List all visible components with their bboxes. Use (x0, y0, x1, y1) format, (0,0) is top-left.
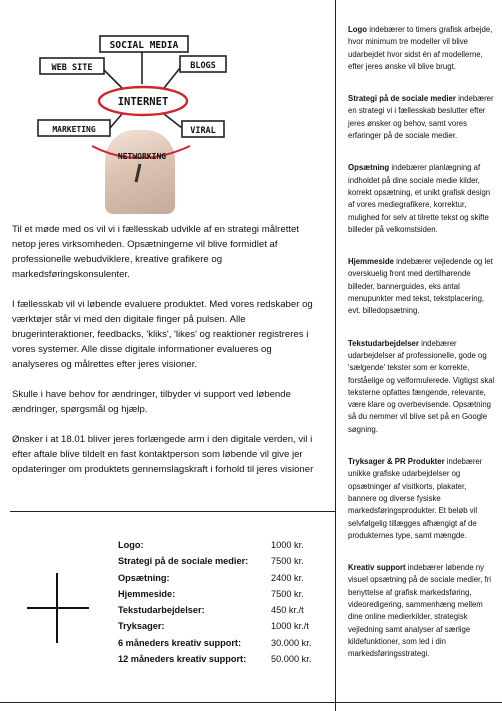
service-item (348, 24, 496, 73)
label-networking: NETWORKING (117, 152, 167, 161)
price-row (118, 605, 328, 621)
label-web-site: WEB SITE (51, 63, 93, 73)
service-text: indebærer to timers grafisk arbejde, hvor minimum tre modeller vil blive udarbejdet hvor sidst én af modellerne, efter jeres ønske vil blive brugt. (348, 25, 493, 71)
price-label: 6 måneders kreativ support: (118, 637, 242, 648)
paragraph: Ønsker i at 18.01 bliver jeres forlængede arm i den digitale verden, vil i efter aftale blive tildelt en fast kontaktperson som løbende vil give jer opdateringer om produktets gennemslagskraft i forhold til jeres visioner (12, 434, 314, 475)
price-row (118, 621, 328, 637)
service-text: indebærer udarbejdelser af professionelle, gode og 'sælgende' tekster som er korrekte, forståelige og velformulerede. Vigtigst skal teksterne opfattes fængende, relevante, være klare og overbevisende. Opsætning så du nemmer vil blive set på en Google søgning. (348, 338, 495, 434)
bottom-divider (0, 702, 502, 703)
service-item (348, 562, 496, 660)
service-text: indebærer løbende ny visuel opsætning på de sociale medier, fri benyttelse af grafisk markedsføring, videoredigering, sammenhæng mellem dine online medierkilder, strategisk vejledning samt analyser af særlige kildefunktioner, som led i din markedsføringsstrategi. (348, 563, 492, 659)
price-label: Opsætning: (118, 572, 170, 583)
service-descriptions (348, 24, 496, 680)
price-value: 1000 kr. (271, 540, 304, 550)
service-term: Opsætning (348, 163, 390, 173)
service-item (348, 93, 496, 142)
price-value: 30.000 kr. (271, 637, 312, 648)
service-item (348, 456, 496, 542)
price-value: 50.000 kr. (271, 654, 312, 665)
service-text: indebærer planlægning af indholdet på dine sociale medie kilder, korrekt opsætning, et unikt grafisk design af vores mediegrafikere, korrektur, mulighed for selv at tilrette tekst og skifte billeder på velkomstsiden. (348, 163, 491, 234)
cross-mark-horizontal (27, 607, 89, 609)
service-text: indebærer unikke grafiske udarbejdelser og opsætninger af visitkorts, plakater, bannere og diverse fysiske markedsføringsprodukter. Et beløb vil selvfølgelig tillægges afhængigt af de produkternes type, samt mængde. (348, 457, 483, 540)
service-text: indebærer en strategi vi i fællesskab beslutter efter jeres ønsker og behov, samt vores erfaringer på de sociale medier. (348, 94, 494, 141)
price-label: Tekstudarbejdelser: (118, 605, 205, 616)
service-term: Strategi på de sociale medier (348, 94, 456, 104)
price-label: Tryksager: (118, 621, 165, 632)
price-row (118, 654, 328, 670)
price-value: 1000 kr./t (271, 621, 309, 632)
price-row (118, 638, 328, 654)
price-label: Hjemmeside: (118, 588, 176, 599)
service-term: Tekstudarbejdelser (348, 338, 419, 348)
diagram-svg (30, 22, 240, 214)
price-list (118, 540, 328, 670)
paragraph: I fællesskab vil vi løbende evaluere produktet. Med vores redskaber og værktøjer står vi med den digitale finger på pulsen. Alle brugerinteraktioner, feedbacks, 'kliks', 'likes' og reaktioner registreres i vores systemer. Alle disse digitale informationer evalueres og analyseres og målrettes efter jeres visioner. (12, 299, 313, 370)
price-label: Logo: (118, 540, 144, 550)
label-marketing: MARKETING (52, 125, 96, 134)
price-row (118, 556, 328, 572)
service-term: Tryksager & PR Produkter (348, 457, 445, 467)
price-value: 2400 kr. (271, 572, 304, 583)
paragraph: Til et møde med os vil vi i fællesskab udvikle af en strategi målrettet netop jeres virksomheden. Opsætningerne vil blive formidlet af professionelle webudviklere, kreative grafikere og markedsføringskonsulenter. (12, 224, 300, 280)
column-divider (335, 0, 336, 711)
price-value: 450 kr./t (271, 605, 304, 616)
price-label: Strategi på de sociale medier: (118, 556, 249, 567)
label-blogs: BLOGS (190, 61, 216, 71)
main-text (12, 222, 316, 492)
price-label: 12 måneders kreativ support: (118, 654, 247, 665)
label-social-media: SOCIAL MEDIA (109, 40, 179, 51)
price-row (118, 589, 328, 605)
service-term: Hjemmeside (348, 257, 394, 267)
marker-pen (136, 164, 140, 182)
label-viral: VIRAL (190, 126, 216, 136)
service-item (348, 338, 496, 436)
paragraph: Skulle i have behov for ændringer, tilbyder vi support ved løbende ændringer, spørgsmål og hjælp. (12, 389, 291, 415)
section-divider (10, 511, 336, 512)
price-value: 7500 kr. (271, 556, 304, 567)
service-item (348, 162, 496, 236)
price-value: 7500 kr. (271, 588, 304, 599)
service-item (348, 256, 496, 317)
service-text: indebærer vejledende og let overskuelig front med dertilhørende billeder, bannerguides, eks antal menupunkter med tekst, tekstplacering, evt. billedopsætning. (348, 257, 493, 316)
price-row (118, 573, 328, 589)
service-term: Logo (348, 25, 368, 34)
internet-diagram-illustration (30, 22, 240, 214)
service-term: Kreativ support (348, 563, 406, 573)
label-internet: INTERNET (117, 96, 169, 108)
price-row (118, 540, 328, 556)
